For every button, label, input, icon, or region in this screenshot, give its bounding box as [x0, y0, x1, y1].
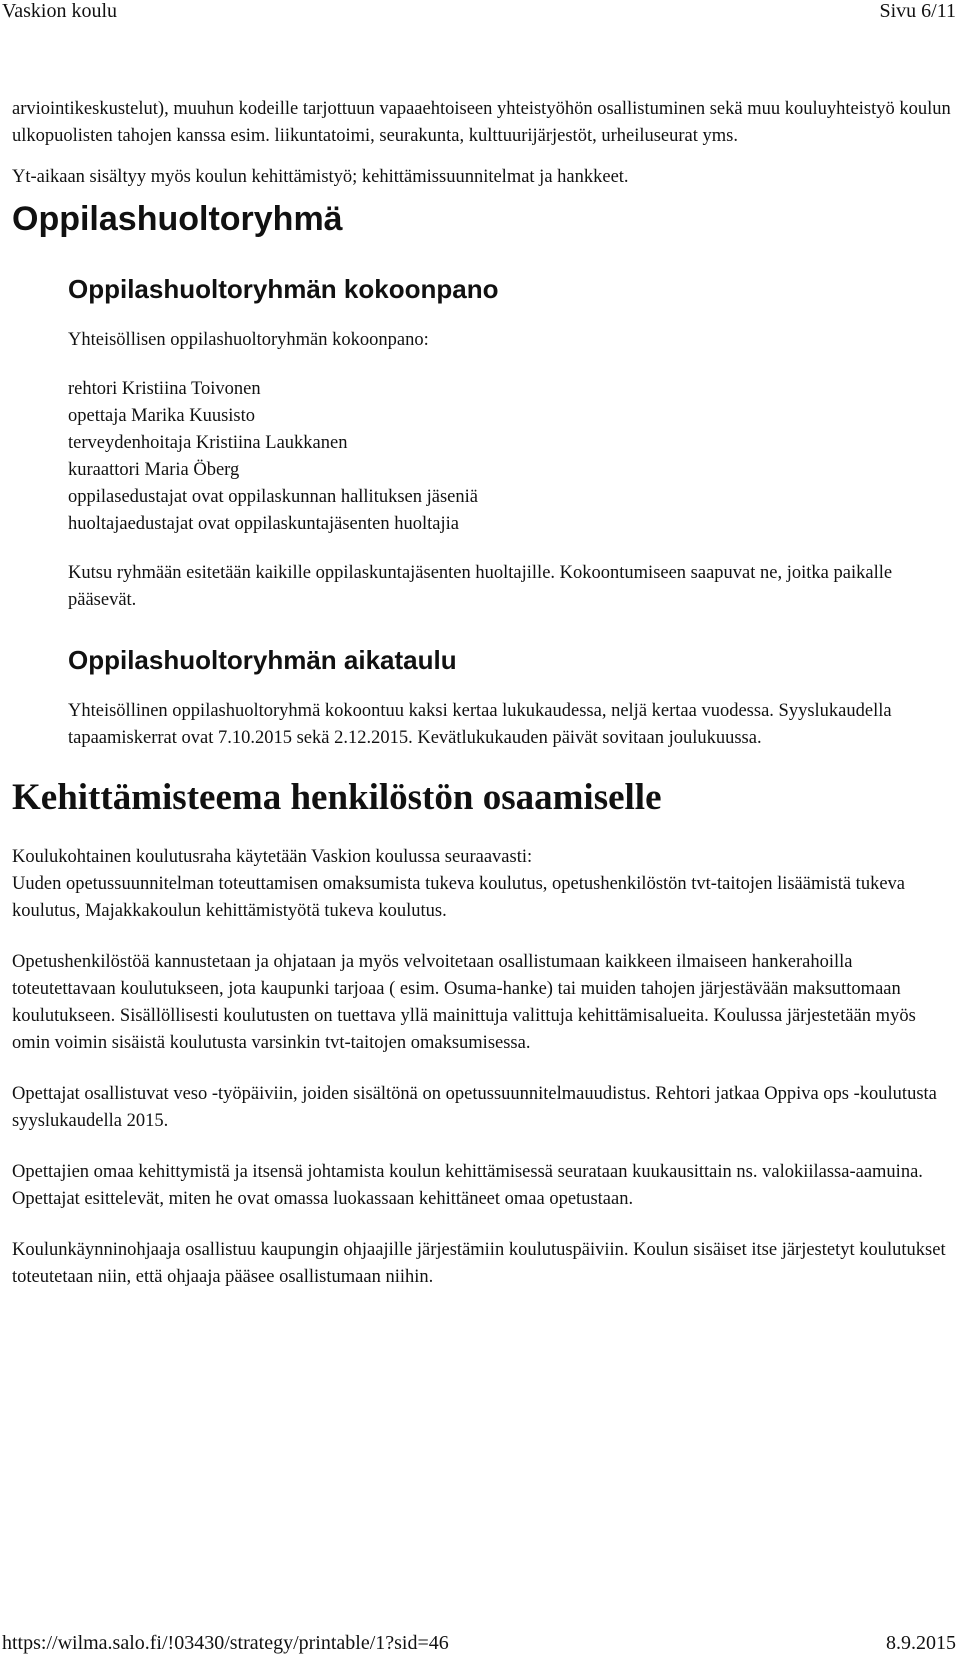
invite-paragraph: Kutsu ryhmään esitetään kaikille oppilaskuntajäsenten huoltajille. Kokoontumiseen saapuvat ne, joitka paikalle pääsevät.	[68, 563, 893, 610]
yt-paragraph: Yt-aikaan sisältyy myös koulun kehittämistyö; kehittämissuunnitelmat ja hankkeet.	[12, 167, 629, 187]
kokoonpano-lead: Yhteisöllisen oppilashuoltoryhmän kokoonpano:	[68, 330, 429, 350]
section1-body	[68, 273, 952, 752]
section2-paragraph: Uuden opetussuunnitelman toteuttamisen omaksumista tukeva koulutus, opetushenkilöstön tvt-taitojen lisäämistä tukeva koulutus, Majakkakoulun kehittämistyötä tukeva koulutus.	[12, 874, 905, 921]
aikataulu-paragraph: Yhteisöllinen oppilashuoltoryhmä kokoontuu kaksi kertaa lukukaudessa, neljä kertaa vuodessa. Syyslukaudella tapaamiskerrat ovat 7.10.2015 sekä 2.12.2015. Kevätlukukauden päivät sovitaan joulukuussa.	[68, 701, 892, 748]
header-page-number: Sivu 6/11	[879, 0, 956, 22]
section2-paragraph: Koulukohtainen koulutusraha käytetään Vaskion koulussa seuraavasti:	[12, 847, 533, 867]
footer-url: https://wilma.salo.fi/!03430/strategy/printable/1?sid=46	[2, 1632, 449, 1654]
list-item: opettaja Marika Kuusisto	[68, 406, 256, 426]
list-item: kuraattori Maria Öberg	[68, 460, 240, 480]
footer-date: 8.9.2015	[886, 1632, 956, 1654]
section-title-kehittamisteema: Kehittämisteema henkilöstön osaamiselle	[12, 777, 662, 818]
subsection-title-kokoonpano: Oppilashuoltoryhmän kokoonpano	[68, 274, 499, 304]
header-school-name: Vaskion koulu	[2, 0, 117, 22]
section2-paragraph: Opettajat osallistuvat veso -työpäiviin, joiden sisältönä on opetussuunnitelmauudistus. Rehtori jatkaa Oppiva ops -koulutusta syyslukaudella 2015.	[12, 1084, 937, 1131]
section2-paragraph: Opetushenkilöstöä kannustetaan ja ohjataan ja myös velvoitetaan osallistumaan kaikkeen ilmaiseen hankerahoilla toteutettavaan koulutukseen, jota kaupunki tarjoaa ( esim. Osuma-hanke) tai muiden tahojen järjestävään maksuttomaan koulutukseen. Sisällöllisesti koulutusten on tuettava yllä mainittuja valittuja kehittämisalueita. Koulussa järjestetään myös omin voimin sisäistä koulutusta varsinkin tvt-taitojen omaksumisessa.	[12, 952, 916, 1053]
page-header	[0, 0, 960, 28]
list-item: terveydenhoitaja Kristiina Laukkanen	[68, 433, 348, 453]
member-list	[68, 376, 952, 538]
section2-paragraph: Opettajien omaa kehittymistä ja itsensä johtamista koulun kehittämisessä seurataan kuukausittain ns. valokiilassa-aamuina. Opettajat esittelevät, miten he ovat omassa luokassaan kehittäneet omaa opetustaan.	[12, 1162, 923, 1209]
section2-paragraph: Koulunkäynninohjaaja osallistuu kaupungin ohjaajille järjestämiin koulutuspäiviin. Koulun sisäiset itse järjestetyt koulutukset toteutetaan niin, että ohjaaja pääsee osallistumaan niihin.	[12, 1240, 946, 1287]
list-item: rehtori Kristiina Toivonen	[68, 379, 261, 399]
subsection-title-aikataulu: Oppilashuoltoryhmän aikataulu	[68, 645, 457, 675]
intro-paragraph: arviointikeskustelut), muuhun kodeille tarjottuun vapaaehtoiseen yhteistyöhön osallistuminen sekä muu kouluyhteistyö koulun ulkopuolisten tahojen kanssa esim. liikuntatoimi, seurakunta, kulttuurijärjestöt, urheiluseurat yms.	[12, 99, 951, 146]
section-title-oppilashuoltoryhma: Oppilashuoltoryhmä	[12, 200, 343, 238]
list-item: oppilasedustajat ovat oppilaskunnan hallituksen jäseniä	[68, 487, 478, 507]
list-item: huoltajaedustajat ovat oppilaskuntajäsenten huoltajia	[68, 514, 459, 534]
document-content	[12, 96, 952, 1291]
page-footer	[0, 1632, 960, 1660]
